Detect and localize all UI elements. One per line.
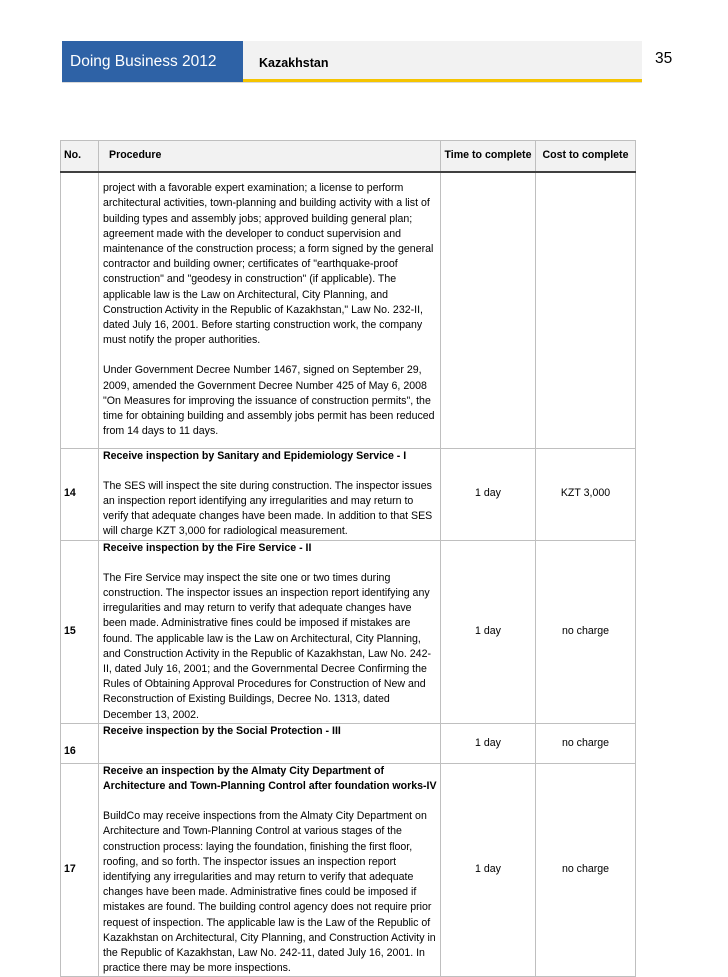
procedure-number: 14 (61, 448, 99, 540)
time-cell: 1 day (441, 723, 536, 763)
report-brand: Doing Business 2012 (62, 41, 243, 82)
table-row (61, 540, 636, 723)
cost-cell: no charge (536, 763, 636, 977)
procedure-cell (99, 723, 441, 763)
procedure-cell (99, 448, 441, 540)
procedure-cell (99, 763, 441, 977)
cost-cell: KZT 3,000 (536, 448, 636, 540)
procedure-number: 16 (61, 723, 99, 763)
cost-cell: no charge (536, 540, 636, 723)
cost-cell: no charge (536, 723, 636, 763)
column-header-time: Time to complete (441, 141, 536, 173)
procedure-paragraph: BuildCo may receive inspections from the Almaty City Department on Architecture and Town-Planning Control at various stages of the construction process: laying the foundation, finishing the first floor, roofing, and so forth. The inspector issues an inspection report identifying any irregularities and may return to verify that adequate changes have been made. Administrative fines could be imposed if mistakes are found. The building control agency does not require prior request of inspection. The applicable law is the Law of the Republic of Kazakhstan on Architectural, City Planning, and Construction Activity in the Republic of Kazakhstan, Law No. 242-11, dated July 16, 2001. In practice there may be more inspections. (103, 810, 436, 975)
time-cell: 1 day (441, 763, 536, 977)
procedure-paragraph: project with a favorable expert examination; a license to perform architectural activities, town-planning and building activity with a list of building types and assembly jobs; approved building general plan; agreement made with the developer to conduct supervision and maintenance of the construction process; a form signed by the general contractor and building owner; certificates of "earthquake-proof construction" and "geodesy in construction" (if applicable). The applicable law is the Law on Architectural, City Planning, and Construction Activity in the Republic of Kazakhstan," Law No. 232-II, dated July 16, 2001. Before starting construction work, the company must notify the proper authorities. (103, 182, 434, 347)
procedure-number: 17 (61, 763, 99, 977)
table-row (61, 172, 636, 448)
page-number: 35 (655, 50, 673, 67)
table-row (61, 448, 636, 540)
table-row (61, 723, 636, 763)
procedure-cell (99, 172, 441, 448)
procedure-paragraph: The SES will inspect the site during construction. The inspector issues an inspection report identifying any irregularities and may return to verify that adequate changes have been made. In addition to that SES will charge KZT 3,000 for radiological measurement. (103, 479, 433, 538)
procedure-title: Receive inspection by the Fire Service - II (103, 541, 312, 554)
procedure-cell (99, 540, 441, 723)
time-cell (441, 172, 536, 448)
column-header-procedure: Procedure (99, 141, 441, 173)
time-cell: 1 day (441, 540, 536, 723)
country-name: Kazakhstan (243, 41, 642, 82)
table-header-row (61, 141, 636, 173)
procedure-paragraph: Under Government Decree Number 1467, signed on September 29, 2009, amended the Government Decree Number 425 of May 6, 2008 "On Measures for improving the issuance of construction permits", the time for obtaining building and assembly jobs permit has been reduced from 14 days to 11 days. (103, 364, 435, 438)
column-header-cost: Cost to complete (536, 141, 636, 173)
procedure-number (61, 172, 99, 448)
procedures-table (60, 140, 636, 977)
time-cell: 1 day (441, 448, 536, 540)
procedure-title: Receive inspection by the Social Protection - III (103, 724, 341, 737)
column-header-no: No. (61, 141, 99, 173)
procedure-title: Receive inspection by Sanitary and Epidemiology Service - I (103, 449, 407, 462)
procedure-number: 15 (61, 540, 99, 723)
cost-cell (536, 172, 636, 448)
table-row (61, 763, 636, 977)
procedure-title: Receive an inspection by the Almaty City Department of Architecture and Town-Planning Control after foundation works-IV (103, 764, 437, 792)
procedure-paragraph: The Fire Service may inspect the site one or two times during construction. The inspector issues an inspection report identifying any irregularities and may return to verify that adequate changes have been made. Administrative fines could be imposed if mistakes are found. The applicable law is the Law on Architectural, City Planning, and Construction Activity in the Republic of Kazakhstan, Law No. 242-II, dated July 16, 2001; and the Governmental Decree Confirming the Rules of Obtaining Approval Procedures for Construction of New and Reconstruction of Existing Buildings, Decree No. 1313, dated December 13, 2002. (103, 571, 431, 721)
